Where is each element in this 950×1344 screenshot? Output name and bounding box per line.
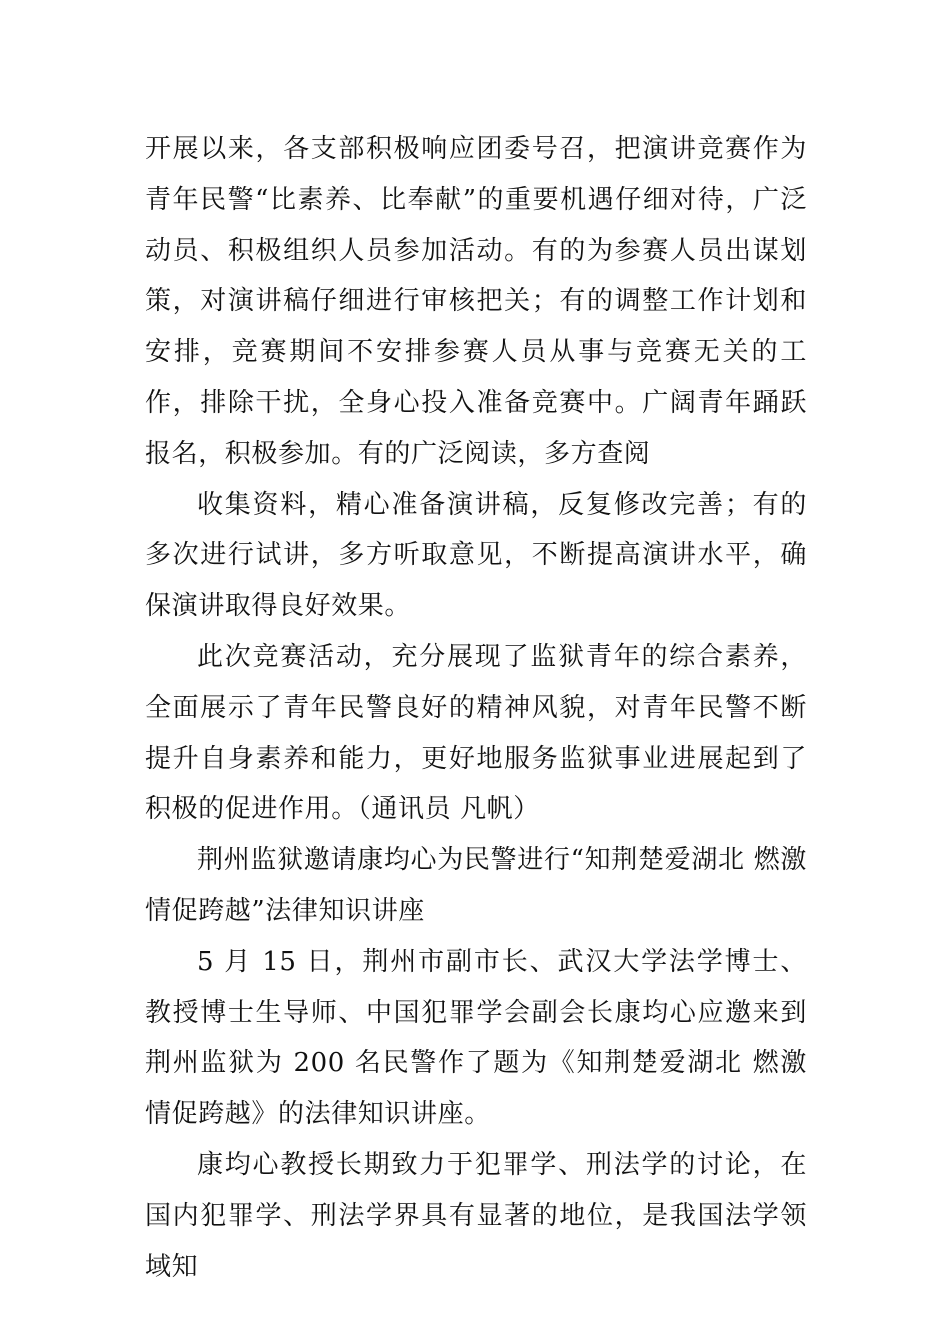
paragraph: 收集资料，精心准备演讲稿，反复修改完善；有的多次进行试讲，多方听取意见，不断提高演讲水平，确保演讲取得良好效果。 — [145, 489, 807, 622]
article-title: 荆州监狱邀请康均心为民警进行“知荆楚爱湖北 燃激情促跨越”法律知识讲座 — [145, 845, 807, 926]
paragraph: 此次竞赛活动，充分展现了监狱青年的综合素养，全面展示了青年民警良好的精神风貌，对青年民警不断提升自身素养和能力，更好地服务监狱事业进展起到了积极的促进作用。（通讯员 凡帆） — [145, 641, 807, 825]
paragraph: 5 月 15 日，荆州市副市长、武汉大学法学博士、教授博士生导师、中国犯罪学会副会长康均心应邀来到荆州监狱为 200 名民警作了题为《知荆楚爱湖北 燃激情促跨越》的法律知识讲座。 — [145, 946, 807, 1130]
paragraph-continued: 开展以来，各支部积极响应团委号召，把演讲竞赛作为青年民警“比素养、比奉献”的重要机遇仔细对待，广泛动员、积极组织人员参加活动。有的为参赛人员出谋划策，对演讲稿仔细进行审核把关；有的调整工作计划和安排，竞赛期间不安排参赛人员从事与竞赛无关的工作，排除干扰，全身心投入准备竞赛中。广阔青年踊跃报名，积极参加。有的广泛阅读，多方查阅 — [145, 134, 807, 469]
document-body — [145, 124, 807, 1292]
paragraph: 康均心教授长期致力于犯罪学、刑法学的讨论，在国内犯罪学、刑法学界具有显著的地位，是我国法学领域知 — [145, 1149, 807, 1282]
